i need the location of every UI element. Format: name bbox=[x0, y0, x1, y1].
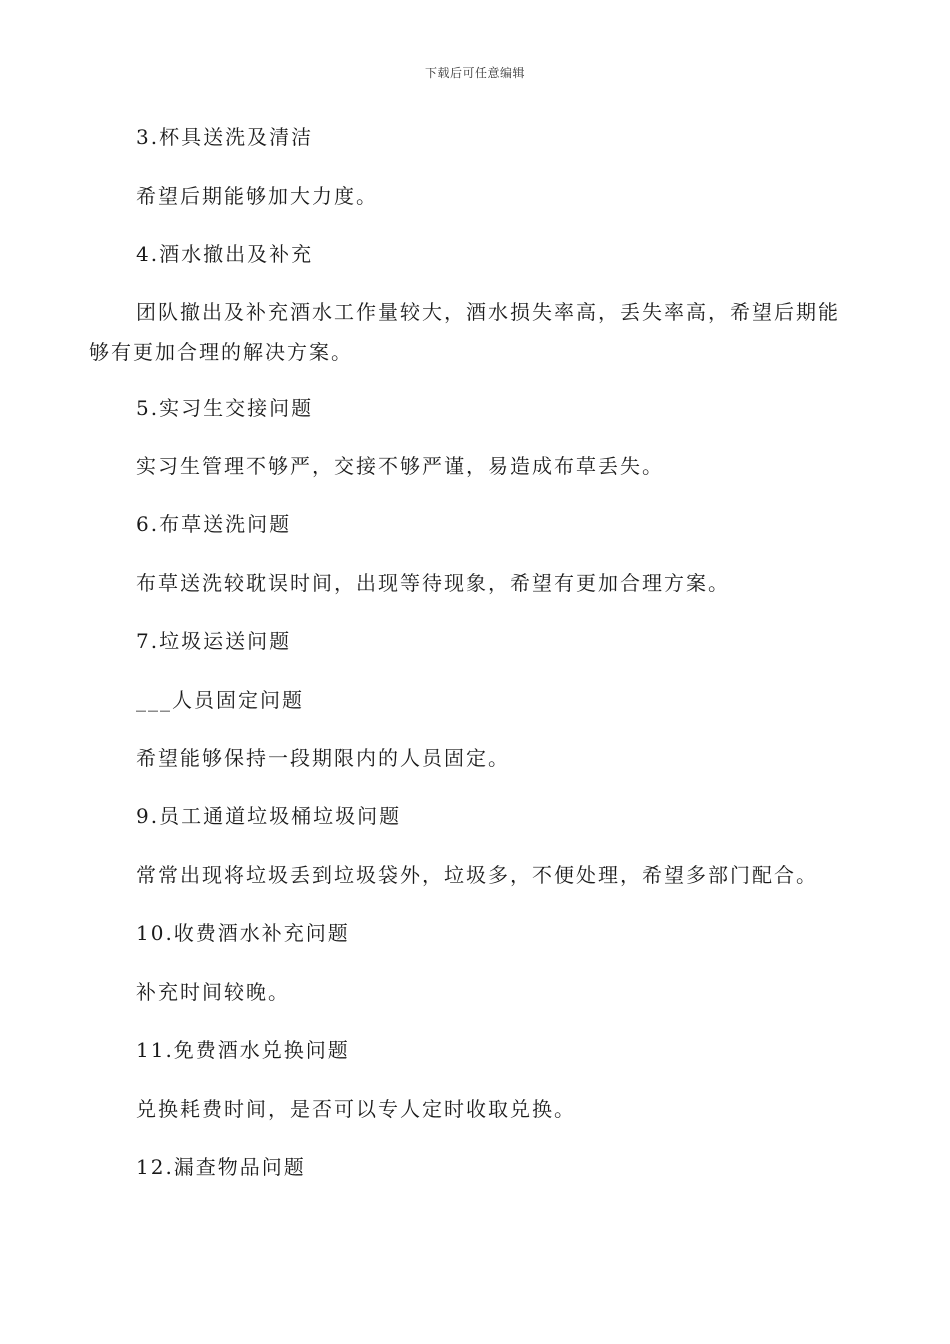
heading-garbage-transport: 7.垃圾运送问题 bbox=[136, 629, 292, 653]
paragraph-free-drinks: 兑换耗费时间，是否可以专人定时收取兑换。 bbox=[136, 1097, 576, 1121]
paragraph-paid-drinks: 补充时间较晚。 bbox=[136, 980, 290, 1004]
heading-intern-handover: 5.实习生交接问题 bbox=[136, 396, 314, 420]
heading-free-drinks: 11.免费酒水兑换问题 bbox=[136, 1038, 350, 1062]
paragraph-cup-cleaning: 希望后期能够加大力度。 bbox=[136, 184, 378, 208]
paragraph-intern-handover: 实习生管理不够严，交接不够严谨，易造成布草丢失。 bbox=[136, 454, 664, 478]
heading-missed-items: 12.漏查物品问题 bbox=[136, 1155, 306, 1179]
paragraph-drinks-supply-line1: 团队撤出及补充酒水工作量较大，酒水损失率高，丢失率高，希望后期能 bbox=[136, 300, 840, 324]
paragraph-linen-washing: 布草送洗较耽误时间，出现等待现象，希望有更加合理方案。 bbox=[136, 571, 730, 595]
paragraph-staff-corridor-bins: 常常出现将垃圾丢到垃圾袋外，垃圾多，不便处理，希望多部门配合。 bbox=[136, 863, 818, 887]
page-header: 下载后可任意编辑 bbox=[424, 66, 525, 80]
paragraph-staff-fixed: 希望能够保持一段期限内的人员固定。 bbox=[136, 746, 510, 770]
heading-paid-drinks: 10.收费酒水补充问题 bbox=[136, 921, 350, 945]
paragraph-drinks-supply-line2: 够有更加合理的解决方案。 bbox=[89, 340, 353, 364]
heading-cup-cleaning: 3.杯具送洗及清洁 bbox=[136, 125, 314, 149]
heading-linen-washing: 6.布草送洗问题 bbox=[136, 512, 292, 536]
heading-staff-corridor-bins: 9.员工通道垃圾桶垃圾问题 bbox=[136, 804, 402, 828]
heading-drinks-supply: 4.酒水撤出及补充 bbox=[136, 242, 314, 266]
heading-staff-fixed: ___人员固定问题 bbox=[136, 688, 304, 712]
